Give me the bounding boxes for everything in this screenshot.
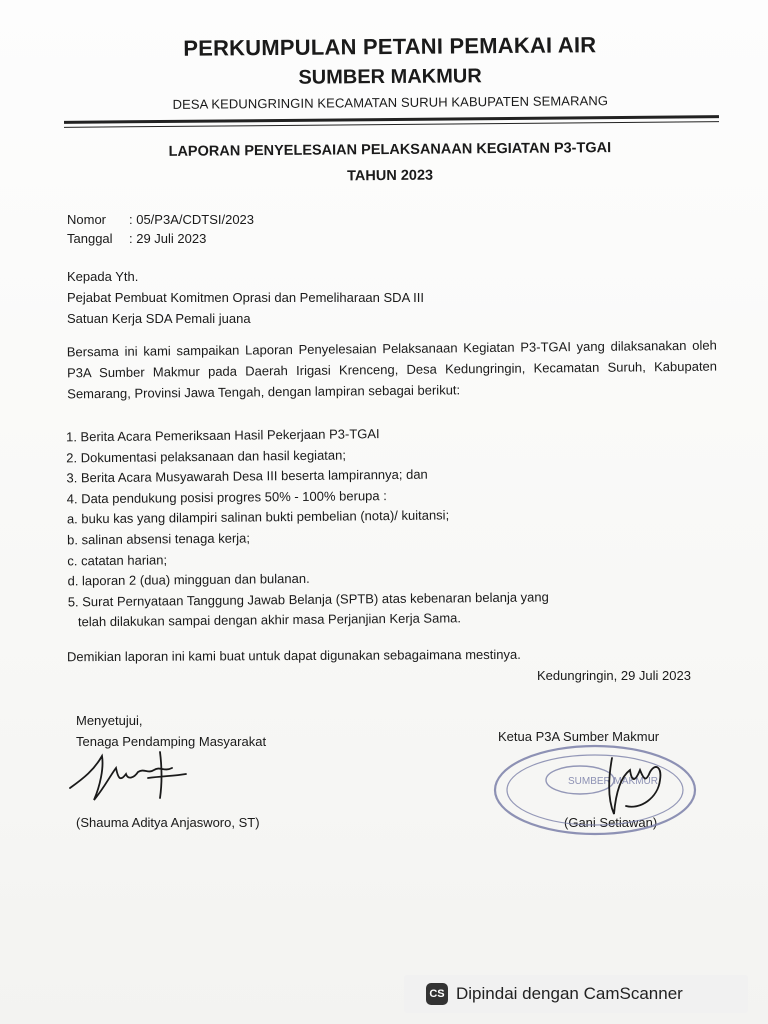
list-item: d. laporan 2 (dua) mingguan dan bulanan. bbox=[67, 571, 310, 589]
recipient-official: Pejabat Pembuat Komitmen Oprasi dan Pemeliharaan SDA III bbox=[67, 290, 424, 305]
list-item: c. catatan harian; bbox=[67, 551, 168, 568]
camscanner-text: Dipindai dengan CamScanner bbox=[456, 984, 683, 1003]
recipient-greeting: Kepada Yth. bbox=[67, 269, 139, 284]
org-address: DESA KEDUNGRINGIN KECAMATAN SURUH KABUPATEN SEMARANG bbox=[172, 93, 609, 112]
signatory-right-role: Ketua P3A Sumber Makmur bbox=[498, 729, 660, 744]
recipient-block bbox=[67, 266, 424, 329]
list-item: a. buku kas yang dilampiri salinan bukti pembelian (nota)/ kuitansi; bbox=[66, 507, 450, 527]
signature-left bbox=[64, 748, 194, 810]
official-stamp bbox=[490, 740, 700, 840]
list-item: 5. Surat Pernyataan Tanggung Jawab Belanja (SPTB) atas kebenaran belanja yang bbox=[67, 589, 549, 610]
nomor-value: : 05/P3A/CDTSI/2023 bbox=[129, 212, 255, 227]
tanggal-label: Tanggal bbox=[67, 231, 113, 246]
approval-label: Menyetujui, bbox=[76, 713, 143, 728]
org-name-line2: SUMBER MAKMUR bbox=[298, 65, 482, 89]
list-item: 3. Berita Acara Musyawarah Desa III beserta lampirannya; dan bbox=[66, 466, 428, 486]
list-item: 4. Data pendukung posisi progres 50% - 100% berupa : bbox=[66, 487, 387, 507]
list-item: telah dilakukan sampai dengan akhir masa Perjanjian Kerja Sama. bbox=[77, 610, 462, 630]
org-name-line1: PERKUMPULAN PETANI PEMAKAI AIR bbox=[183, 32, 597, 61]
list-item: 2. Dokumentasi pelaksanaan dan hasil kegiatan; bbox=[66, 447, 347, 466]
title-line1: LAPORAN PENYELESAIAN PELAKSANAAN KEGIATAN P3-TGAI bbox=[168, 140, 612, 160]
document-title bbox=[100, 139, 680, 196]
list-item: b. salinan absensi tenaga kerja; bbox=[67, 530, 251, 548]
letter-meta bbox=[67, 210, 254, 248]
list-item: 1. Berita Acara Pemeriksaan Hasil Pekerjaan P3-TGAI bbox=[65, 426, 380, 445]
signatory-left bbox=[76, 710, 267, 830]
signatory-left-name: (Shauma Aditya Anjasworo, ST) bbox=[76, 815, 260, 830]
body-paragraph: Bersama ini kami sampaikan Laporan Penyelesaian Pelaksanaan Kegiatan P3-TGAI yang dilaksanakan oleh P3A Sumber Makmur pada Daerah Irigasi Krenceng, Desa Kedungringin, Kecamatan Suruh, Kabupaten Semarang, Provinsi Jawa Tengah, dengan lampiran sebagai berikut: bbox=[66, 337, 718, 402]
place-and-date: Kedungringin, 29 Juli 2023 bbox=[537, 668, 691, 683]
signatory-left-role: Tenaga Pendamping Masyarakat bbox=[76, 734, 267, 749]
closing-sentence: Demikian laporan ini kami buat untuk dapat digunakan sebagaimana mestinya. bbox=[66, 646, 521, 665]
title-line2: TAHUN 2023 bbox=[347, 167, 434, 185]
stamp-text: SUMBER MAKMUR bbox=[568, 776, 659, 787]
letterhead bbox=[60, 27, 721, 113]
camscanner-logo-icon: CS bbox=[426, 983, 448, 1005]
camscanner-watermark bbox=[404, 975, 748, 1013]
recipient-unit: Satuan Kerja SDA Pemali juana bbox=[67, 311, 251, 326]
signatory-right-name: (Gani Setiawan) bbox=[564, 815, 658, 830]
attachment-list bbox=[66, 421, 718, 634]
nomor-label: Nomor bbox=[67, 212, 107, 227]
tanggal-value: : 29 Juli 2023 bbox=[129, 231, 207, 246]
